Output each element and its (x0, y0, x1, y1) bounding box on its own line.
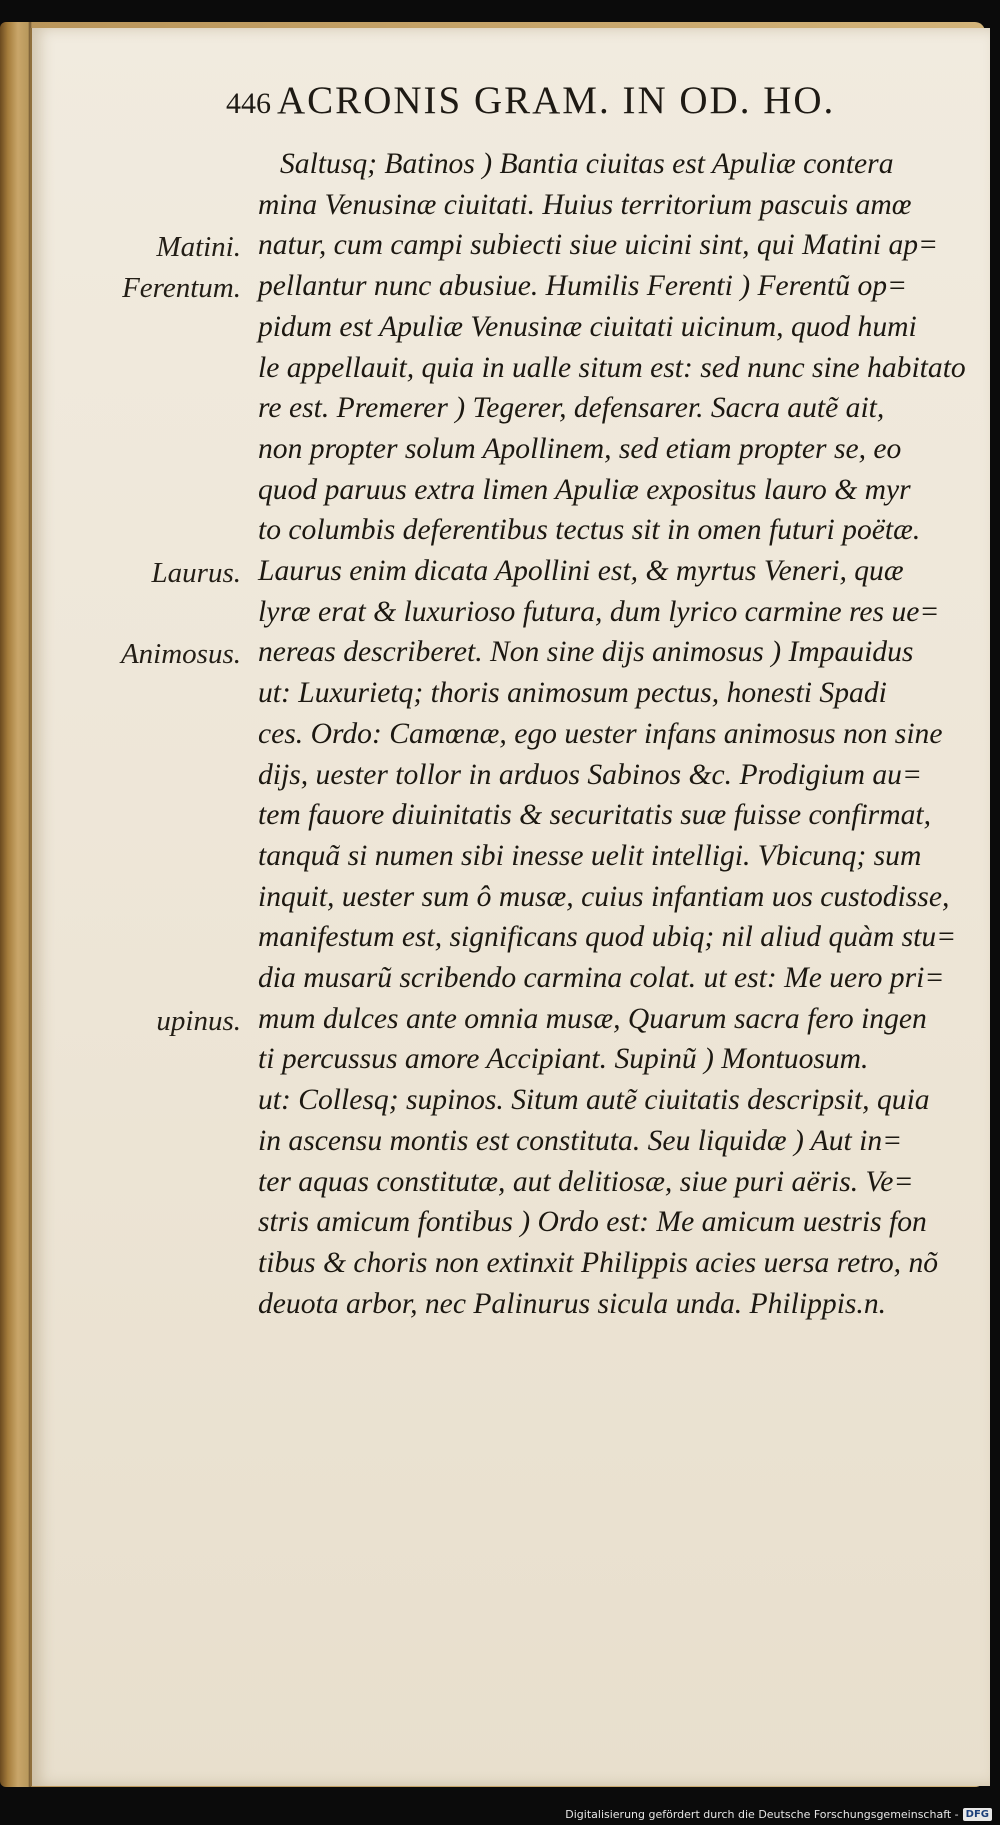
text-line: in ascensu montis est constituta. Seu liquidæ ) Aut in= (258, 1124, 903, 1157)
margin-note: Ferentum. (122, 272, 241, 305)
text-line: stris amicum fontibus ) Ordo est: Me amicum uestris fon (258, 1206, 927, 1239)
dfg-logo: DFG (963, 1808, 992, 1821)
text-line: to columbis deferentibus tectus sit in omen futuri poëtæ. (258, 514, 921, 547)
text-line: dia musarũ scribendo carmina colat. ut est: Me uero pri= (258, 962, 945, 994)
text-line: natur, cum campi subiecti siue uicini sint, qui Matini ap= (258, 229, 939, 262)
text-line: ter aquas constitutæ, aut delitiosæ, siue puri aëris. Ve= (258, 1165, 914, 1198)
text-line: dijs, uester tollor in arduos Sabinos &c. Prodigium au= (258, 758, 922, 791)
running-head (226, 78, 835, 123)
margin-note: Matini. (156, 231, 241, 264)
footer (565, 1808, 992, 1821)
text-line: ti percussus amore Accipiant. Supinũ ) Montuosum. (258, 1043, 869, 1076)
text-line: deuota arbor, nec Palinurus sicula unda. Philippis.n. (258, 1287, 887, 1320)
text-line: tanquã si numen sibi inesse uelit intelligi. Vbicunq; sum (258, 839, 922, 872)
text-line: mum dulces ante omnia musæ, Quarum sacra fero ingen (258, 1002, 927, 1035)
text-line: Laurus enim dicata Apollini est, & myrtus Veneri, quæ (258, 555, 904, 587)
text-line: inquit, uester sum ô musæ, cuius infantiam uos custodisse, (258, 880, 950, 913)
text-line: nereas describeret. Non sine dijs animosus ) Impauidus (258, 636, 914, 669)
margin-note: Laurus. (151, 557, 241, 589)
text-line: non propter solum Apollinem, sed etiam propter se, eo (258, 432, 902, 465)
text-line: ut: Luxurietq; thoris animosum pectus, honesti Spadi (258, 677, 887, 710)
text-line: re est. Premerer ) Tegerer, defensarer. Sacra autẽ ait, (258, 392, 885, 425)
text-line: tem fauore diuinitatis & securitatis suæ fuisse confirmat, (258, 799, 931, 832)
text-line: mina Venusinæ ciuitati. Huius territorium pascuis amœ (258, 188, 912, 221)
text-line: le appellauit, quia in ualle situm est: sed nunc sine habitato (258, 351, 966, 384)
text-line: ut: Collesq; supinos. Situm autẽ ciuitatis descripsit, quia (258, 1084, 930, 1117)
footer-credit: Digitalisierung gefördert durch die Deutsche Forschungsgemeinschaft - (565, 1808, 959, 1821)
margin-note: Animosus. (120, 638, 241, 671)
text-line: ces. Ordo: Camœnæ, ego uester infans animosus non sine (258, 717, 943, 750)
margin-note: upinus. (156, 1004, 241, 1037)
text-line: Saltusq; Batinos ) Bantia ciuitas est Apuliæ contera (280, 148, 894, 180)
text-line: manifestum est, significans quod ubiq; nil aliud quàm stu= (258, 921, 957, 954)
text-line: tibus & choris non extinxit Philippis acies uersa retro, nõ (258, 1246, 939, 1279)
text-line: lyræ erat & luxurioso futura, dum lyrico carmine res ue= (258, 595, 940, 628)
text-line: pellantur nunc abusiue. Humilis Ferenti ) Ferentũ op= (258, 270, 908, 303)
text-line: quod paruus extra limen Apuliæ expositus lauro & myr (258, 473, 911, 506)
header-title: ACRONIS GRAM. IN OD. HO. (277, 79, 836, 122)
page-number: 446 (226, 87, 271, 120)
text-line: pidum est Apuliæ Venusinæ ciuitati uicinum, quod humi (258, 310, 917, 343)
